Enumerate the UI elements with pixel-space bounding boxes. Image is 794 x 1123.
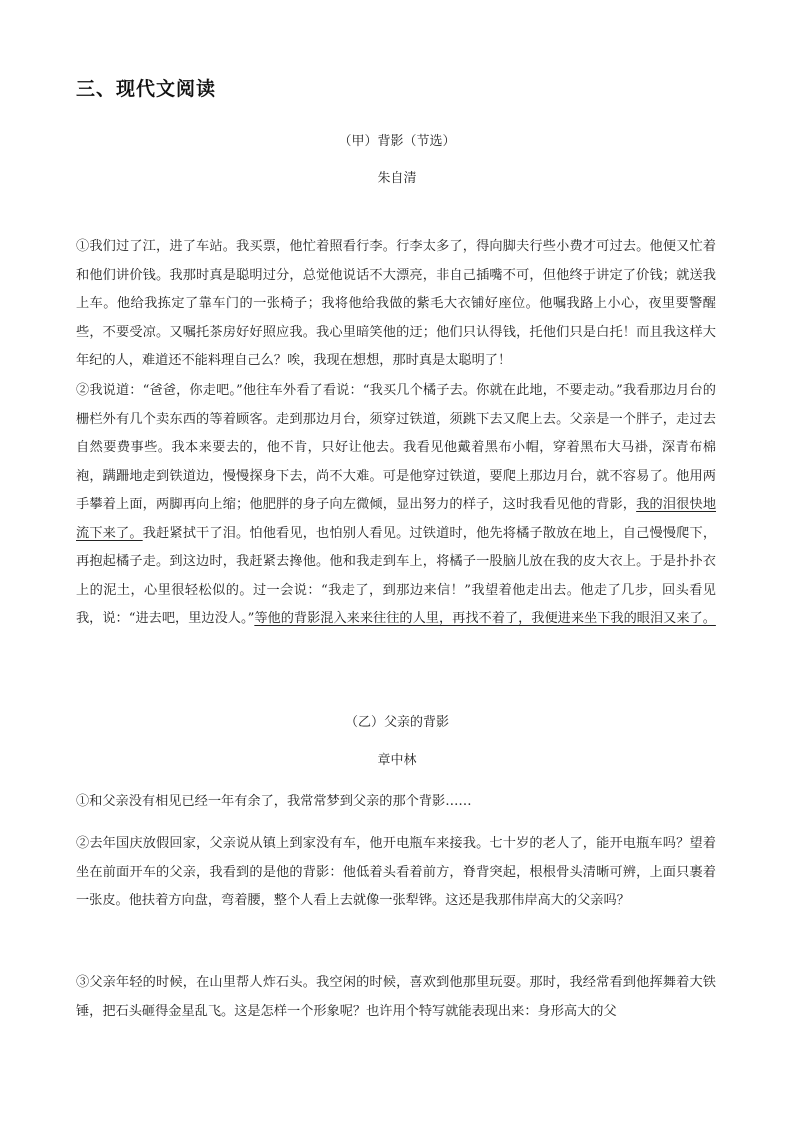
passage-a-paragraph-2-text-1: ②我说道：“爸爸，你走吧。”他往车外看了看说：“我买几个橘子去。你就在此地，不要走动。”我看那边月台的栅栏外有几个卖东西的等着顾客。走到那边月台，须穿过铁道，须跳下去又爬上去。父亲是一个胖子，走过去自然要费事些。我本来要去的，他不肯，只好让他去。我看见他戴着黑布小帽，穿着黑布大马褂，深青布棉袍，蹒跚地走到铁道边，慢慢探身下去，尚不大难。可是他穿过铁道，要爬上那边月台，就不容易了。他用两手攀着上面，两脚再向上缩；他肥胖的身子向左微倾，显出努力的样子，这时我看见他的背影， bbox=[76, 383, 716, 512]
passage-a-paragraph-2-text-2: 我赶紧拭干了泪。怕他看见，也怕别人看见。过铁道时，他先将橘子散放在地上，自己慢慢爬下，再抱起橘子走。到这边时，我赶紧去搀他。他和我走到车上，将橘子一股脑儿放在我的皮大衣上。于是扑扑衣上的泥土，心里很轻松似的。过一会说：“我走了，到那边来信！”我望着他走出去。他走了几步，回头看见我，说：“进去吧，里边没人。” bbox=[76, 525, 717, 626]
passage-b-title: （乙）父亲的背影 bbox=[344, 715, 449, 730]
underlined-sentence-1: 我的泪很快地流下来了。 bbox=[76, 497, 717, 541]
passage-a-title: （甲）背影（节选） bbox=[338, 134, 456, 149]
passage-a-paragraph-1: ①我们过了江，进了车站。我买票，他忙着照看行李。行李太多了，得向脚夫行些小费才可过去。他便又忙着和他们讲价钱。我那时真是聪明过分，总觉他说话不大漂亮，非自己插嘴不可，但他终于讲定了价钱；就送我上车。他给我拣定了靠车门的一张椅子；我将他给我做的紫毛大衣铺好座位。他嘱我路上小心，夜里要警醒些，不要受凉。又嘱托茶房好好照应我。我心里暗笑他的迂；他们只认得钱，托他们只是白托！而且我这样大年纪的人，难道还不能料理自己么？唉，我现在想想，那时真是太聪明了！ bbox=[76, 239, 716, 368]
section-title: 三、现代文阅读 bbox=[76, 78, 217, 100]
passage-a-paragraph-2 bbox=[76, 377, 716, 634]
passage-b-author: 章中林 bbox=[377, 753, 417, 768]
underlined-sentence-2: 等他的背影混入来来往往的人里，再找不着了，我便进来坐下我的眼泪又来了。 bbox=[254, 611, 716, 626]
passage-b-paragraph-2: ②去年国庆放假回家，父亲说从镇上到家没有车，他开电瓶车来接我。七十岁的老人了，能开电瓶车吗？望着坐在前面开车的父亲，我看到的是他的背影：他低着头看着前方，脊背突起，根根骨头清晰可辨，上面只裹着一张皮。他扶着方向盘，弯着腰，整个人看上去就像一张犁铧。这还是我那伟岸高大的父亲吗？ bbox=[76, 836, 716, 908]
passage-b-paragraph-3: ③父亲年轻的时候，在山里帮人炸石头。我空闲的时候，喜欢到他那里玩耍。那时，我经常看到他挥舞着大铁锤，把石头砸得金星乱飞。这是怎样一个形象呢？也许用个特写就能表现出来：身形高大的父 bbox=[76, 975, 716, 1019]
passage-a-author: 朱自清 bbox=[377, 171, 417, 186]
passage-b-paragraph-1: ①和父亲没有相见已经一年有余了，我常常梦到父亲的那个背影…… bbox=[76, 794, 472, 809]
